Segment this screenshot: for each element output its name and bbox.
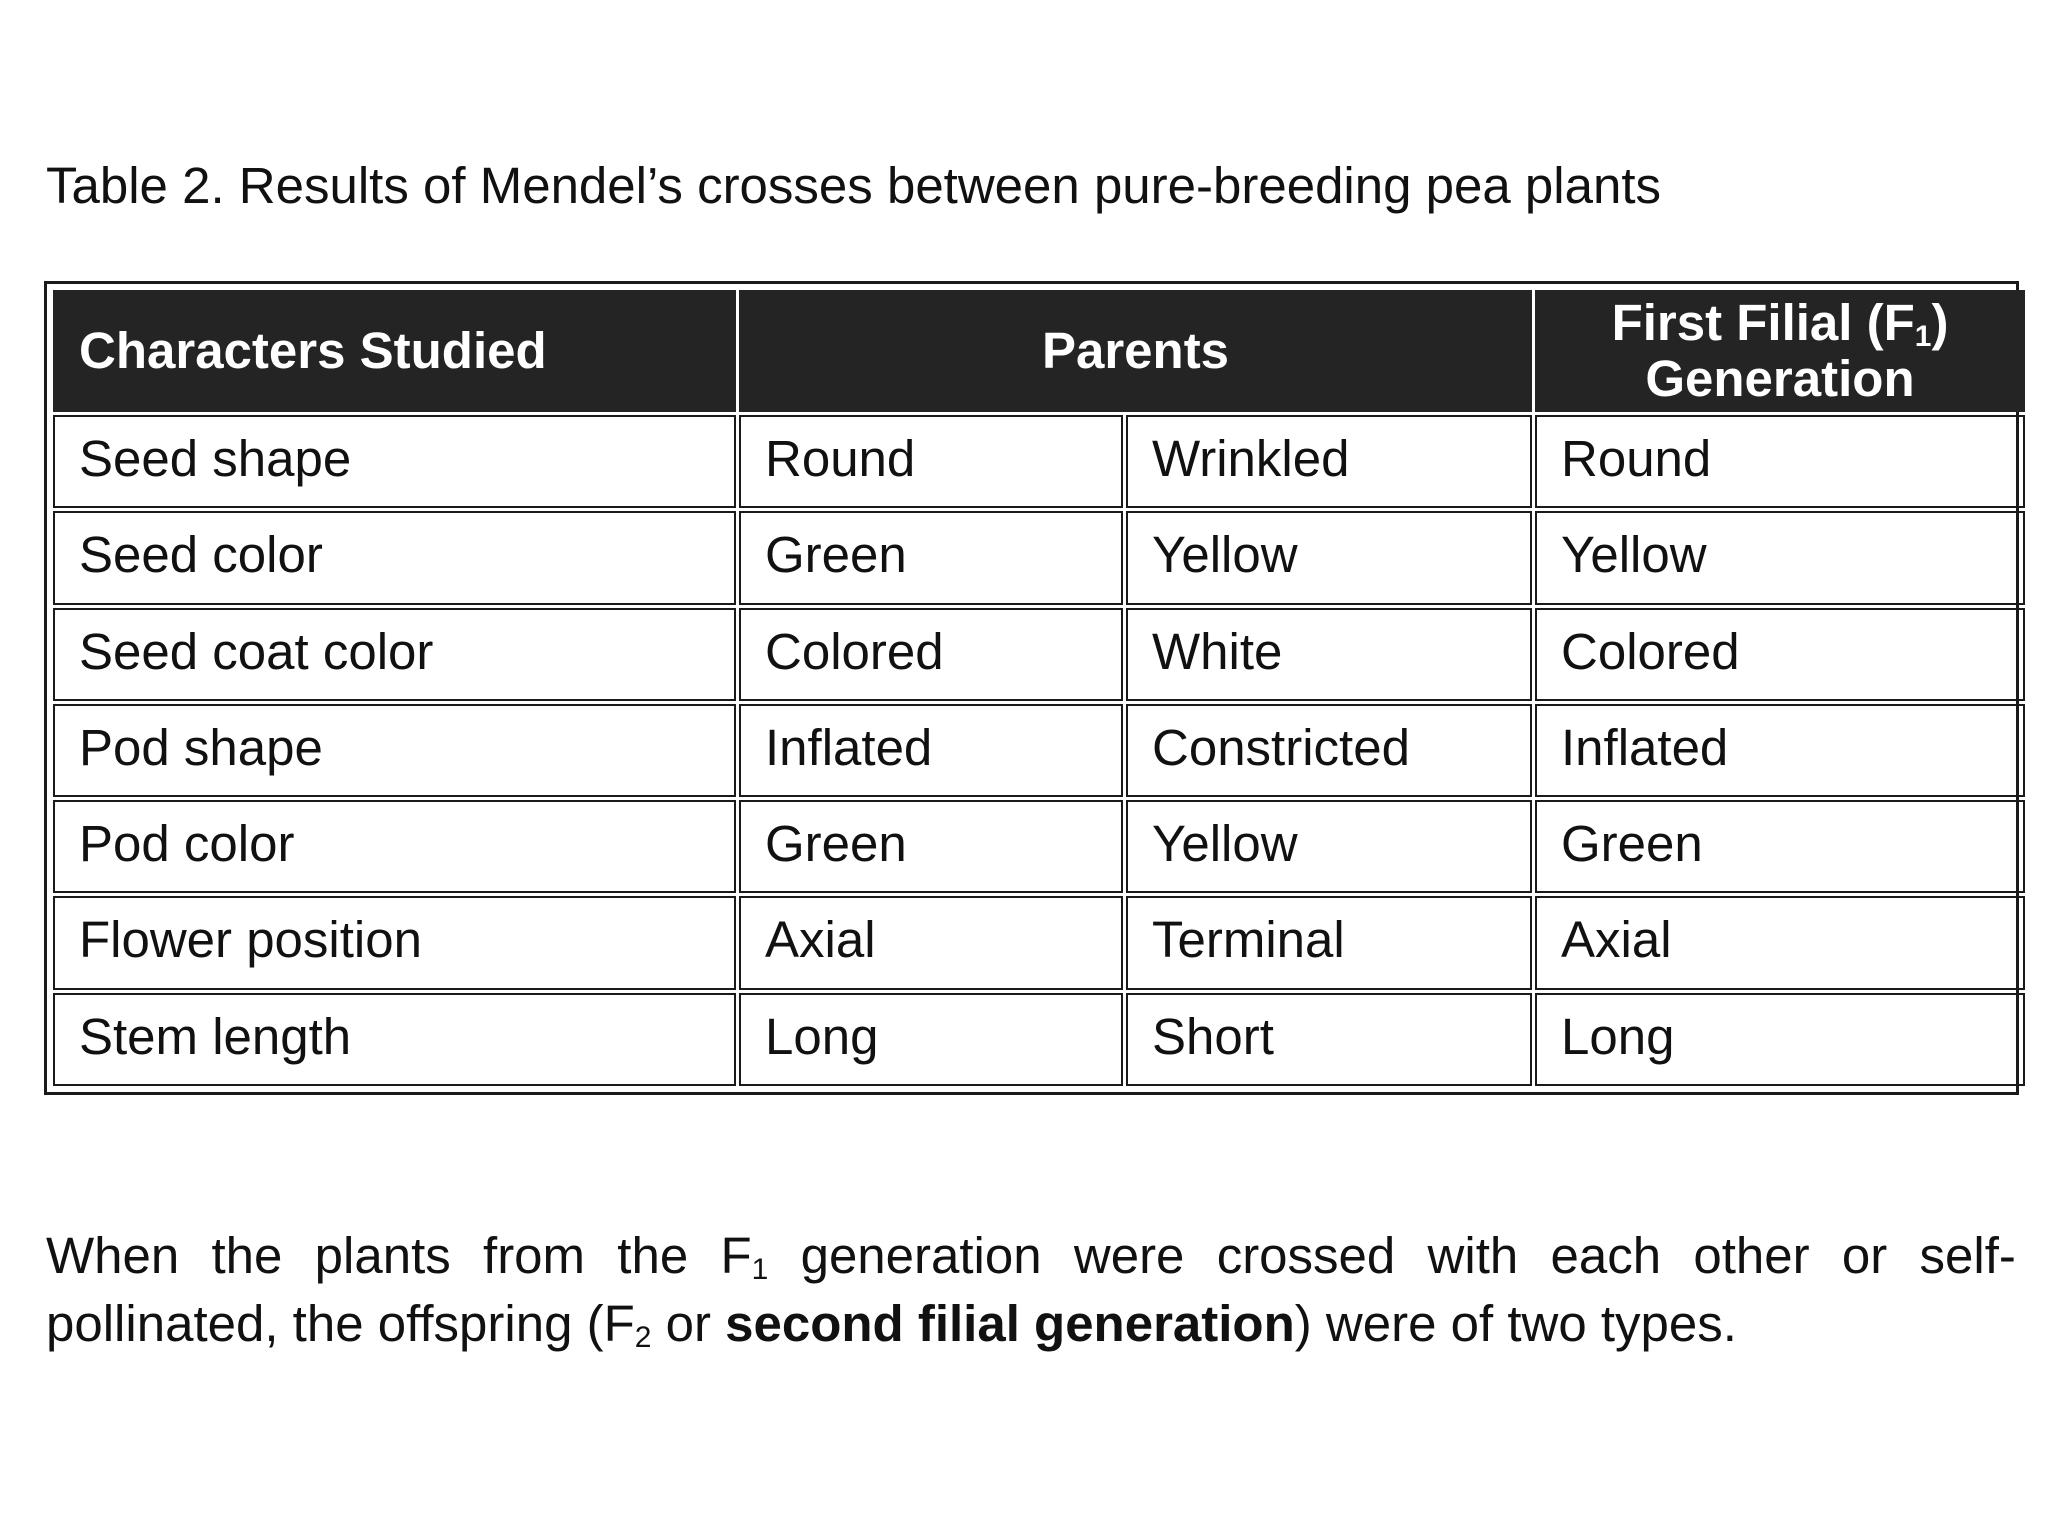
cell-character: Seed shape — [53, 415, 736, 508]
paragraph-word: generation — [800, 1227, 1042, 1284]
cell-parent1: Round — [739, 415, 1123, 508]
cell-character: Seed coat color — [53, 608, 736, 701]
header-f1-line2: Generation — [1645, 350, 1915, 407]
header-f1-generation — [1535, 290, 2025, 412]
table-row — [53, 415, 2025, 508]
f2-subscript: 2 — [634, 1321, 652, 1354]
paragraph-word: crossed — [1216, 1227, 1396, 1284]
bold-term: second filial generation — [725, 1295, 1295, 1352]
paragraph-word: each — [1550, 1227, 1662, 1284]
cell-parent2: Constricted — [1126, 704, 1532, 797]
table-row — [53, 993, 2025, 1086]
cell-parent1: Green — [739, 800, 1123, 893]
table-row — [53, 511, 2025, 604]
paragraph-word: the — [211, 1227, 283, 1284]
paragraph-line-2: pollinated, the offspring ($F_2$ or second filial generation) were of two types. — [46, 1295, 1737, 1354]
cell-parent2: Yellow — [1126, 800, 1532, 893]
paragraph-word: When — [46, 1227, 180, 1284]
cell-parent2: White — [1126, 608, 1532, 701]
header-f1-line1: First Filial $(F_1)$ — [1611, 294, 1949, 353]
table-row — [53, 704, 2025, 797]
cell-f1: Axial — [1535, 896, 2025, 989]
cell-f1: Colored — [1535, 608, 2025, 701]
cell-character: Stem length — [53, 993, 736, 1086]
paragraph-word: the — [617, 1227, 689, 1284]
cell-character: Pod color — [53, 800, 736, 893]
cell-parent2: Short — [1126, 993, 1532, 1086]
cell-character: Flower position — [53, 896, 736, 989]
paragraph-word: or — [1841, 1227, 1888, 1284]
cell-f1: Yellow — [1535, 511, 2025, 604]
cell-f1: Long — [1535, 993, 2025, 1086]
cell-f1: Inflated — [1535, 704, 2025, 797]
paragraph-word: with — [1427, 1227, 1519, 1284]
paragraph-word: other — [1693, 1227, 1810, 1284]
cell-parent1: Axial — [739, 896, 1123, 989]
paragraph-word: from — [483, 1227, 586, 1284]
cell-parent1: Long — [739, 993, 1123, 1086]
header-characters-studied: Characters Studied — [53, 290, 736, 412]
table-header-row — [53, 290, 2025, 412]
paragraph-word: were — [1073, 1227, 1185, 1284]
cell-f1: Green — [1535, 800, 2025, 893]
cell-parent1: Green — [739, 511, 1123, 604]
cell-parent2: Wrinkled — [1126, 415, 1532, 508]
table-body — [53, 415, 2025, 1086]
cell-character: Seed color — [53, 511, 736, 604]
table-caption: Table 2. Results of Mendel’s crosses between pure-breeding pea plants — [46, 157, 1662, 214]
results-table — [44, 281, 2019, 1095]
explanation-paragraph — [46, 1222, 2016, 1358]
f1-subscript: 1 — [751, 1253, 769, 1286]
paragraph-line-1 — [46, 1222, 2016, 1290]
cell-parent2: Terminal — [1126, 896, 1532, 989]
cell-f1: Round — [1535, 415, 2025, 508]
cell-parent2: Yellow — [1126, 511, 1532, 604]
header-parents: Parents — [739, 290, 1532, 412]
cell-parent1: Inflated — [739, 704, 1123, 797]
cell-character: Pod shape — [53, 704, 736, 797]
cell-parent1: Colored — [739, 608, 1123, 701]
table-row — [53, 896, 2025, 989]
table-row — [53, 800, 2025, 893]
paragraph-word: self- — [1919, 1227, 2016, 1284]
f1-term: $F_1$ — [720, 1227, 769, 1286]
mendel-crosses-table — [50, 287, 2028, 1089]
paragraph-word: plants — [314, 1227, 451, 1284]
table-row — [53, 608, 2025, 701]
